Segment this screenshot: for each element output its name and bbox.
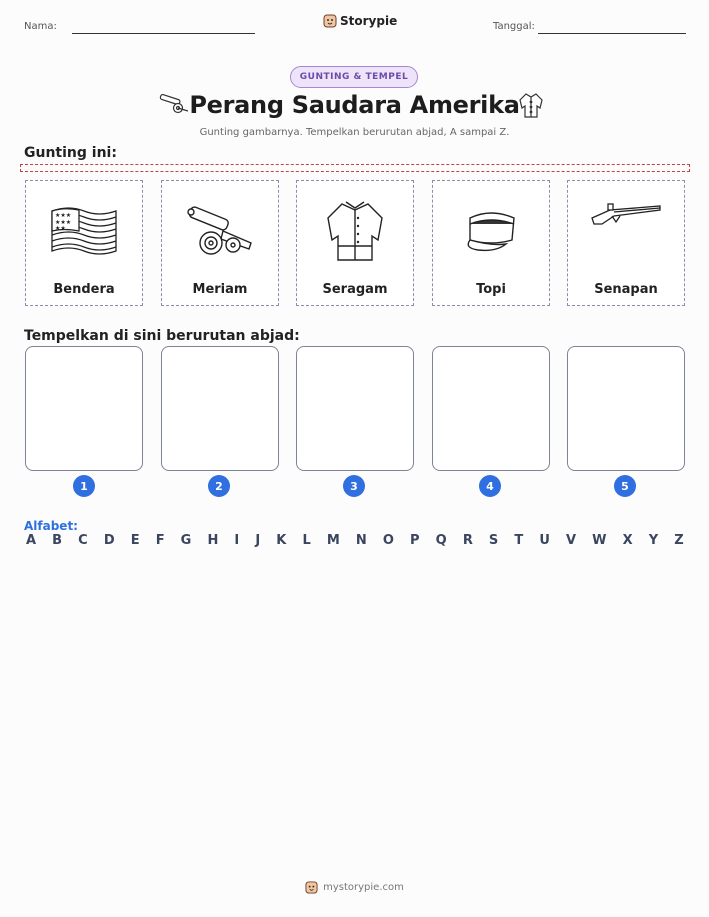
cut-item-label: Senapan (594, 282, 658, 297)
alphabet-label: Alfabet: (24, 519, 78, 533)
alphabet-letter: N (355, 533, 367, 548)
cut-card-rifle[interactable] (567, 180, 685, 306)
footer-url[interactable]: mystorypie.com (323, 882, 404, 893)
position-number: 3 (343, 475, 365, 497)
alphabet-letter: C (78, 533, 88, 548)
position-number: 2 (208, 475, 230, 497)
uniform-icon (320, 198, 390, 264)
alphabet-letter: G (180, 533, 192, 548)
alphabet-letter: D (103, 533, 115, 548)
alphabet-letter: W (592, 533, 607, 548)
header-logo (323, 14, 397, 28)
date-field[interactable] (538, 33, 686, 34)
cut-card-uniform[interactable] (296, 180, 414, 306)
cut-card-flag[interactable] (25, 180, 143, 306)
footer (0, 881, 709, 894)
flag-icon (49, 203, 119, 259)
svg-text:★★★: ★★★ (55, 212, 72, 219)
alphabet-letter: T (514, 533, 524, 548)
alphabet-letter: V (566, 533, 577, 548)
cut-card-cap[interactable] (432, 180, 550, 306)
alphabet-letter: H (207, 533, 219, 548)
storypie-mascot-icon (323, 14, 337, 28)
cut-item-label: Topi (476, 282, 506, 297)
alphabet-letter: Y (648, 533, 659, 548)
alphabet-letter: K (276, 533, 287, 548)
paste-box-5[interactable] (567, 346, 685, 471)
paste-section-label: Tempelkan di sini berurutan abjad: (24, 328, 300, 344)
cut-section-label: Gunting ini: (24, 145, 117, 161)
paste-box-2[interactable] (161, 346, 279, 471)
position-number: 5 (614, 475, 636, 497)
instructions: Gunting gambarnya. Tempelkan berurutan abjad, A sampai Z. (199, 127, 510, 138)
paste-box-1[interactable] (25, 346, 143, 471)
alphabet-letter: M (326, 533, 340, 548)
alphabet-letter: Z (674, 533, 684, 548)
page-title: Perang Saudara Amerika (189, 91, 520, 119)
uniform-decoration-icon (517, 91, 545, 119)
cut-card-cannon[interactable] (161, 180, 279, 306)
alphabet-row (26, 533, 684, 548)
svg-text:★★: ★★ (55, 225, 66, 232)
cannon-icon (183, 203, 257, 259)
cut-item-label: Bendera (53, 282, 115, 297)
activity-badge: GUNTING & TEMPEL (290, 66, 418, 88)
storypie-mascot-icon (305, 881, 318, 894)
rifle-icon (588, 196, 664, 230)
logo-text: Storypie (340, 14, 398, 28)
alphabet-letter: B (52, 533, 63, 548)
name-field[interactable] (72, 33, 255, 34)
alphabet-letter: J (255, 533, 261, 548)
paste-box-3[interactable] (296, 346, 414, 471)
alphabet-letter: X (622, 533, 633, 548)
alphabet-letter: S (488, 533, 499, 548)
position-number: 1 (73, 475, 95, 497)
cap-icon (456, 206, 526, 256)
alphabet-letter: O (382, 533, 394, 548)
alphabet-letter: Q (435, 533, 447, 548)
svg-text:★★★: ★★★ (55, 219, 72, 226)
alphabet-letter: P (410, 533, 420, 548)
alphabet-letter: E (130, 533, 140, 548)
cut-item-label: Meriam (192, 282, 248, 297)
name-label: Nama: (24, 21, 57, 32)
position-number: 4 (479, 475, 501, 497)
alphabet-letter: F (155, 533, 165, 548)
alphabet-letter: I (234, 533, 240, 548)
alphabet-letter: A (26, 533, 37, 548)
alphabet-letter: L (302, 533, 311, 548)
alphabet-letter: R (462, 533, 473, 548)
date-label: Tanggal: (493, 21, 535, 32)
alphabet-letter: U (539, 533, 550, 548)
paste-box-4[interactable] (432, 346, 550, 471)
cut-item-label: Seragam (322, 282, 388, 297)
